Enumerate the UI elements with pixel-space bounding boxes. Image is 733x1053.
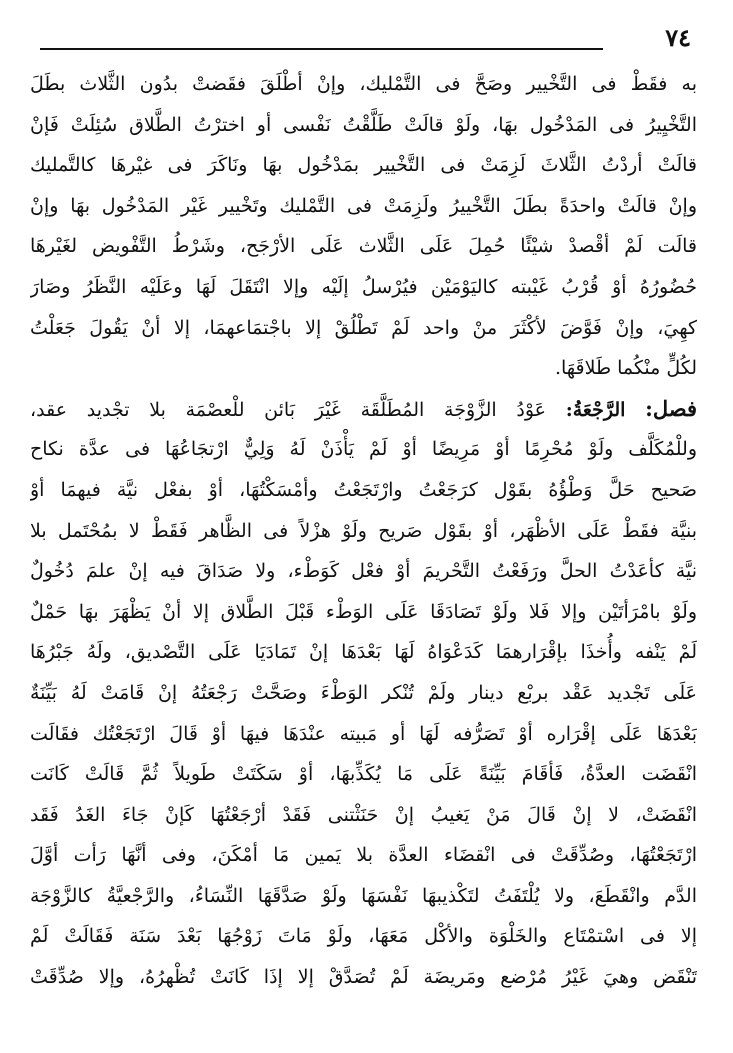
text-line: ولَوْ بامْرَأتَيْن وإلا فَلا ولَوْ تَصَادَقَا عَلَى الوَطْء قَبْلَ الطَّلاق إلا أنْ يَظْهَرَ بهَا حَمْلٌ [30,600,697,623]
text-line: قالَتْ أردْتُ الثَّلاثَ لَزِمَتْ فى التَّخْيير بمَدْخُول بهَا ونَاكَرَ فى غيْرهَا كالتَّمليك [30,154,697,177]
text-line: إلا فى اسْتمْتَاع والخَلْوَة والأكْل مَعَهَا، ولَوْ مَاتَ زَوْجُهَا بَعْدَ سَنَة فَقَالَتْ لَمْ [30,925,697,948]
text-line: به فقَطْ فى التَّخْيير وصَحَّ فى التَّمْليك، وإنْ أطْلَقَ فقَضتْ بدُون الثَّلاث بطَلَ [30,73,697,95]
section-first-line [30,389,697,430]
text-line: كهِيَ، وإنْ فَوَّضَ لأكْثَرَ منْ واحد لَمْ تَطْلُقْ إلا باجْتمَاعهمَا، إلا أنْ يَقُولَ جَعَلْتُ [30,316,697,339]
text-line: لكُلٍّ منْكُما طَلاقَهَا. [554,357,697,380]
text-line: وللْمُكَلَّف ولَوْ مُحْرِمًا أوْ مَرِيضًا أوْ لَمْ يَأْذَنْ لَهُ وَلِيٌّ ارْتجَاعُهَا فى عدَّة نكاح [30,438,697,461]
text-line: بنيَّة فقَطْ عَلَى الأظْهَر، أوْ بقَوْل صَريح ولَوْ هزْلاً فى الظَّاهر فَقَطْ لا بمُحْتَمل بلا [30,519,697,542]
text-line: لَمْ يَنْفه وأُخذَا بإقْرَارهمَا كَدَعْوَاهُ لَهَا بَعْدَهَا إنْ تَمَادَيَا عَلَى التَّصْديق، ولَهُ جَبْرُهَا [30,641,697,664]
header-rule [40,48,603,50]
section-first-line-text: عَوْدُ الزَّوْجَة المُطَلَّقَة غَيْرَ بَائن للْعصْمَة بلا تجْديد عقد، [30,398,546,421]
text-line: انْقَضَتْ، لا إنْ قَالَ مَنْ يَغيبُ إنْ حَنَثْتنى فَقَدْ أرْجَعْتُهَا كَإنْ جَاءَ الغَدُ فَقَد [30,803,697,826]
section-rajaa [30,389,697,998]
text-line: حُضُورُهُ أوْ قُرْبُ غَيْبته كاليَوْمَيْن فيُرْسلُ إلَيْه وإلا انْتَقَلَ لَهَا وعَلَيْه النَّظَرُ وصَارَ [30,275,697,298]
text-line: صَحيح حَلَّ وَطْؤُهُ بقَوْل كرَجَعْتُ وارْتَجَعْتُ وأمْسَكْتُهَا، أوْ بفعْل نيَّة فيهمَا أوْ [30,478,697,501]
text-line: بَعْدَهَا عَلَى إقْرَاره أوْ تَصَرُّفه لَهَا أو مَبيته عنْدَهَا فيهَا أوْ قَالَ ارْتَجَعْتُك فقَالَت [30,722,697,745]
section-label: فصل: [645,395,697,421]
text-line: قالَت لَمْ أقْصدْ شيْئًا حُمِلَ عَلَى الثَّلاث عَلَى الأرْجَح، وشَرْطُ التَّفْويض لغَيْرهَا [30,235,697,258]
paragraph-takhyir [30,64,697,389]
page-header [40,22,691,56]
section-term: الرَّجْعَةُ: [565,398,626,421]
text-line: التَّخْيِيرُ فى المَدْخُول بهَا، ولَوْ قالَتْ طَلَّقْتُ نَفْسى أو اخترْتُ الطَّلاق سُئِلَتْ فَإنْ [30,113,697,136]
text-line: الدَّم وانْقَطَعَ، ولا يُلْتَفَتُ لتَكْذيبهَا نَفْسَهَا ولَوْ صَدَّقَهَا النِّسَاءُ، والرَّجْعيَّةُ كالزَّوْجَة [30,884,697,907]
text-line: ارْتَجَعْتُهَا، وصُدِّقَتْ فى انْقضَاء العدَّة بلا يَمين مَا أمْكَنَ، وفى أنَّهَا رَأت أوَّلَ [30,844,697,867]
page-number: ٧٤ [665,23,691,52]
text-line: تَنْقَض وهيَ غَيْرُ مُرْضع ومَريضَة لَمْ تُصَدَّقْ إلا إذَا كَانَتْ تُظْهرُهُ، وإلا صُدِّقَتْ [30,966,697,989]
body-text [30,64,697,998]
text-line: انْقَضَت العدَّةُ، فَأقَامَ بَيِّنَةً عَلَى مَا يُكَذِّبهَا، أوْ سَكَتَتْ طَويلاً ثُمَّ قَالَتْ كَانَت [30,763,697,786]
text-line: نيَّة كأعَدْتُ الحلَّ ورَفَعْتُ التَّحْريمَ أوْ فعْل كَوَطْء، ولا صَدَاقَ فيه إنْ علمَ دُخُولٌ [30,560,697,583]
text-line: عَلَى تَجْديد عَقْد بربْع دينار ولَمْ تُنْكر الوَطْءَ وصَحَّتْ رَجْعَتُهُ إنْ قَامَتْ لَهُ بَيِّنَةٌ [30,681,697,704]
text-line: وإنْ قالَتْ واحدَةً بطَلَ التَّخْييرُ ولَزِمَتْ فى التَّمْليك وتَخْيير غَيْر المَدْخُول بهَا وإنْ [30,194,697,217]
